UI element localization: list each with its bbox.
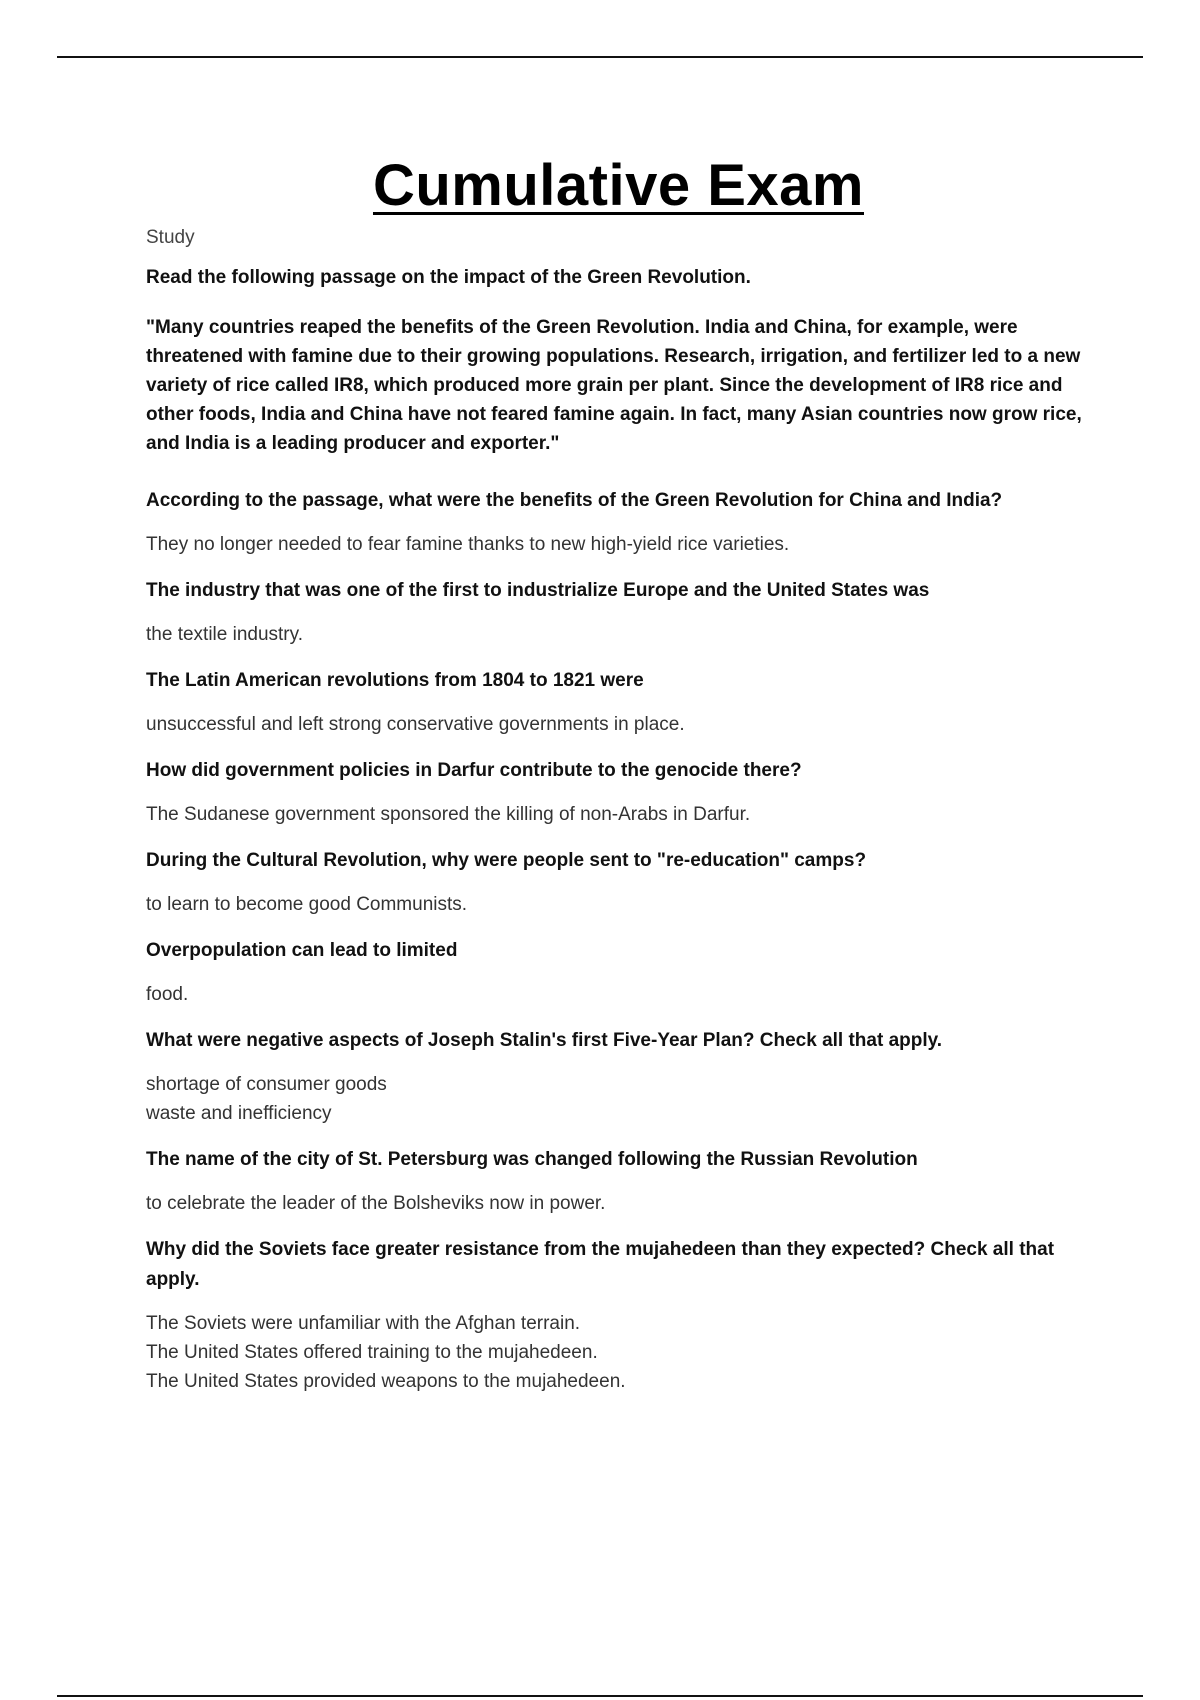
top-divider (57, 56, 1143, 58)
passage-quote: "Many countries reaped the benefits of the Green Revolution. India and China, for example, were threatened with famine due to their growing populations. Research, irrigation, and fertilizer led to a new variety of rice called IR8, which produced more grain per plant. Since the development of IR8 rice and other foods, India and China have not feared famine again. In fact, many Asian countries now grow rice, and India is a leading producer and exporter." (146, 317, 1082, 454)
qa-block (146, 1026, 1091, 1128)
qa-block (146, 936, 1091, 1009)
page-title: Cumulative Exam (372, 153, 864, 218)
question-text: According to the passage, what were the benefits of the Green Revolution for China and India? (146, 490, 1003, 511)
study-label: Study (146, 227, 195, 248)
question-text: Why did the Soviets face greater resistance from the mujahedeen than they expected? Check all that apply. (146, 1239, 1055, 1290)
question-text: During the Cultural Revolution, why were people sent to "re-education" camps? (146, 850, 867, 871)
answer-text: They no longer needed to fear famine thanks to new high-yield rice varieties. (146, 534, 790, 555)
answer-text: waste and inefficiency (146, 1103, 332, 1124)
passage-intro: Read the following passage on the impact of the Green Revolution. (146, 267, 751, 288)
qa-block (146, 756, 1091, 829)
question-text: How did government policies in Darfur contribute to the genocide there? (146, 760, 802, 781)
bottom-divider (57, 1695, 1143, 1697)
answer-text: the textile industry. (146, 624, 304, 645)
answer-text: shortage of consumer goods (146, 1074, 387, 1095)
question-list (146, 486, 1091, 1396)
qa-block (146, 576, 1091, 649)
question-text: The name of the city of St. Petersburg was changed following the Russian Revolution (146, 1149, 918, 1170)
qa-block (146, 846, 1091, 919)
answer-text: to celebrate the leader of the Bolsheviks now in power. (146, 1193, 606, 1214)
question-text: What were negative aspects of Joseph Stalin's first Five-Year Plan? Check all that apply. (146, 1030, 943, 1051)
question-text: The industry that was one of the first to industrialize Europe and the United States was (146, 580, 930, 601)
answer-text: unsuccessful and left strong conservative governments in place. (146, 714, 685, 735)
answer-text: The Soviets were unfamiliar with the Afghan terrain. (146, 1313, 581, 1334)
question-text: The Latin American revolutions from 1804 to 1821 were (146, 670, 644, 691)
qa-block (146, 486, 1091, 559)
answer-text: The United States offered training to the mujahedeen. (146, 1342, 598, 1363)
answer-text: The Sudanese government sponsored the killing of non-Arabs in Darfur. (146, 804, 751, 825)
qa-block (146, 1145, 1091, 1218)
qa-block (146, 1235, 1091, 1396)
question-text: Overpopulation can lead to limited (146, 940, 458, 961)
answer-text: The United States provided weapons to the mujahedeen. (146, 1371, 626, 1392)
document-body (146, 152, 1091, 1413)
answer-text: to learn to become good Communists. (146, 894, 468, 915)
answer-text: food. (146, 984, 189, 1005)
qa-block (146, 666, 1091, 739)
